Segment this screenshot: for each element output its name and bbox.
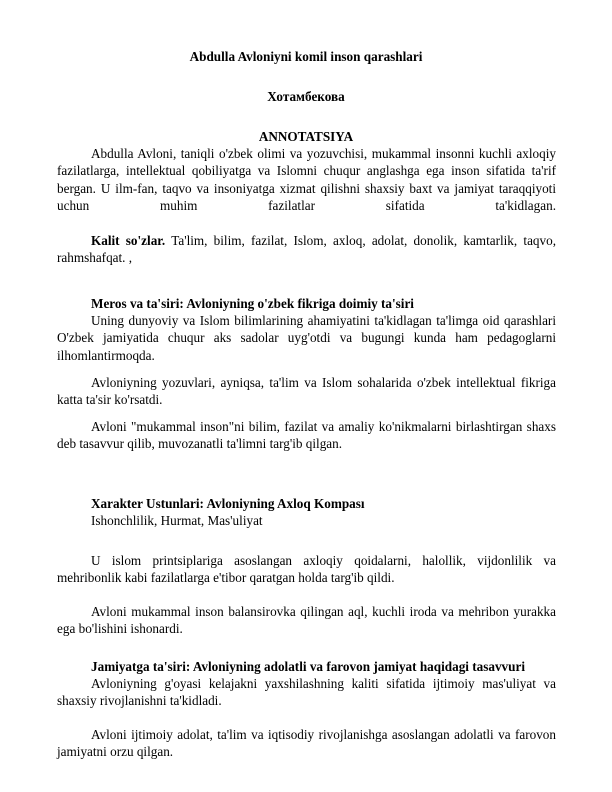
- section2-subline: Ishonchlilik, Hurmat, Mas'uliyat: [91, 513, 263, 528]
- section1-paragraph: Avloni "mukammal inson"ni bilim, fazilat va amaliy ko'nikmalarni birlashtirgan shaxs deb tasavvur qilib, muvozanatli ta'limni targ'ib qilgan.: [57, 419, 556, 452]
- section2-heading: Xarakter Ustunlari: Avloniyning Axloq Kompası: [91, 496, 365, 511]
- section1-p2-block: [57, 374, 556, 409]
- author-name: Хотамбекова: [267, 89, 345, 104]
- keywords-paragraph: [57, 232, 556, 267]
- annotation-block: [57, 145, 556, 215]
- section1-paragraph: Uning dunyoviy va Islom bilimlarining ahamiyatini ta'kidlagan ta'limga oid qarashlari O'zbek jamiyatida chuqur aks sadolar uyg'otdi va bugungi kunda ham pedagoglarni ilhomlantirmoqda.: [57, 313, 556, 363]
- section2-p2-block: [57, 603, 556, 638]
- section3-paragraph: Avloni ijtimoiy adolat, ta'lim va iqtisodiy rivojlanishga asoslangan adolatli va farovon jamiyatni orzu qilgan.: [57, 727, 556, 760]
- section2-p1-block: [57, 552, 556, 587]
- annotation-text: Abdulla Avloni, taniqli o'zbek olimi va yozuvchisi, mukammal insonni kuchli axloqiy fazilatlarga, intellektual qobiliyatga va Islomni chuqur anglashga ega inson sifatida ta'rif bergan. U ilm-fan, taqvo va insoniyatga xizmat qilishni shaxsiy baxt va jamiyat taraqqiyoti uchun muhim fazilatlar sifatida ta'kidlagan.: [57, 146, 556, 214]
- section1-paragraph: Avloniyning yozuvlari, ayniqsa, ta'lim va Islom sohalarida o'zbek intellektual fikriga katta ta'sir ko'rsatdi.: [57, 375, 556, 408]
- document-title: Abdulla Avloniyni komil inson qarashlari: [189, 49, 423, 64]
- section2-paragraph: Avloni mukammal inson balansirovka qilingan aql, kuchli iroda va mehribon yurakka ega bo'lishini ishonardi.: [57, 604, 556, 637]
- section1-p1-block: [57, 312, 556, 364]
- keywords-block: [57, 232, 556, 267]
- section1-p3-block: [57, 418, 556, 453]
- annotation-heading: ANNOTATSIYA: [258, 129, 354, 144]
- section3-p2-block: [57, 726, 556, 761]
- section3-paragraph: Avloniyning g'oyasi kelajakni yaxshilashning kaliti sifatida ijtimoiy mas'uliyat va shaxsiy rivojlanishni ta'kidladi.: [57, 676, 556, 709]
- section3-heading: Jamiyatga ta'siri: Avloniyning adolatli va farovon jamiyat haqidagi tasavvuri: [91, 659, 525, 674]
- keywords-label: Kalit so'zlar.: [91, 233, 166, 248]
- section3-p1-block: [57, 675, 556, 710]
- section2-paragraph: U islom printsiplariga asoslangan axloqiy qoidalarni, halollik, vijdonlilik va mehribonlik kabi fazilatlarga e'tibor qaratgan holda targ'ib qildi.: [57, 553, 556, 586]
- keywords-text: Ta'lim, bilim, fazilat, Islom, axloq, adolat, donolik, kamtarlik, taqvo, rahmshafqat. ,: [57, 233, 557, 266]
- section1-heading: Meros va ta'siri: Avloniyning o'zbek fikriga doimiy ta'siri: [91, 296, 414, 311]
